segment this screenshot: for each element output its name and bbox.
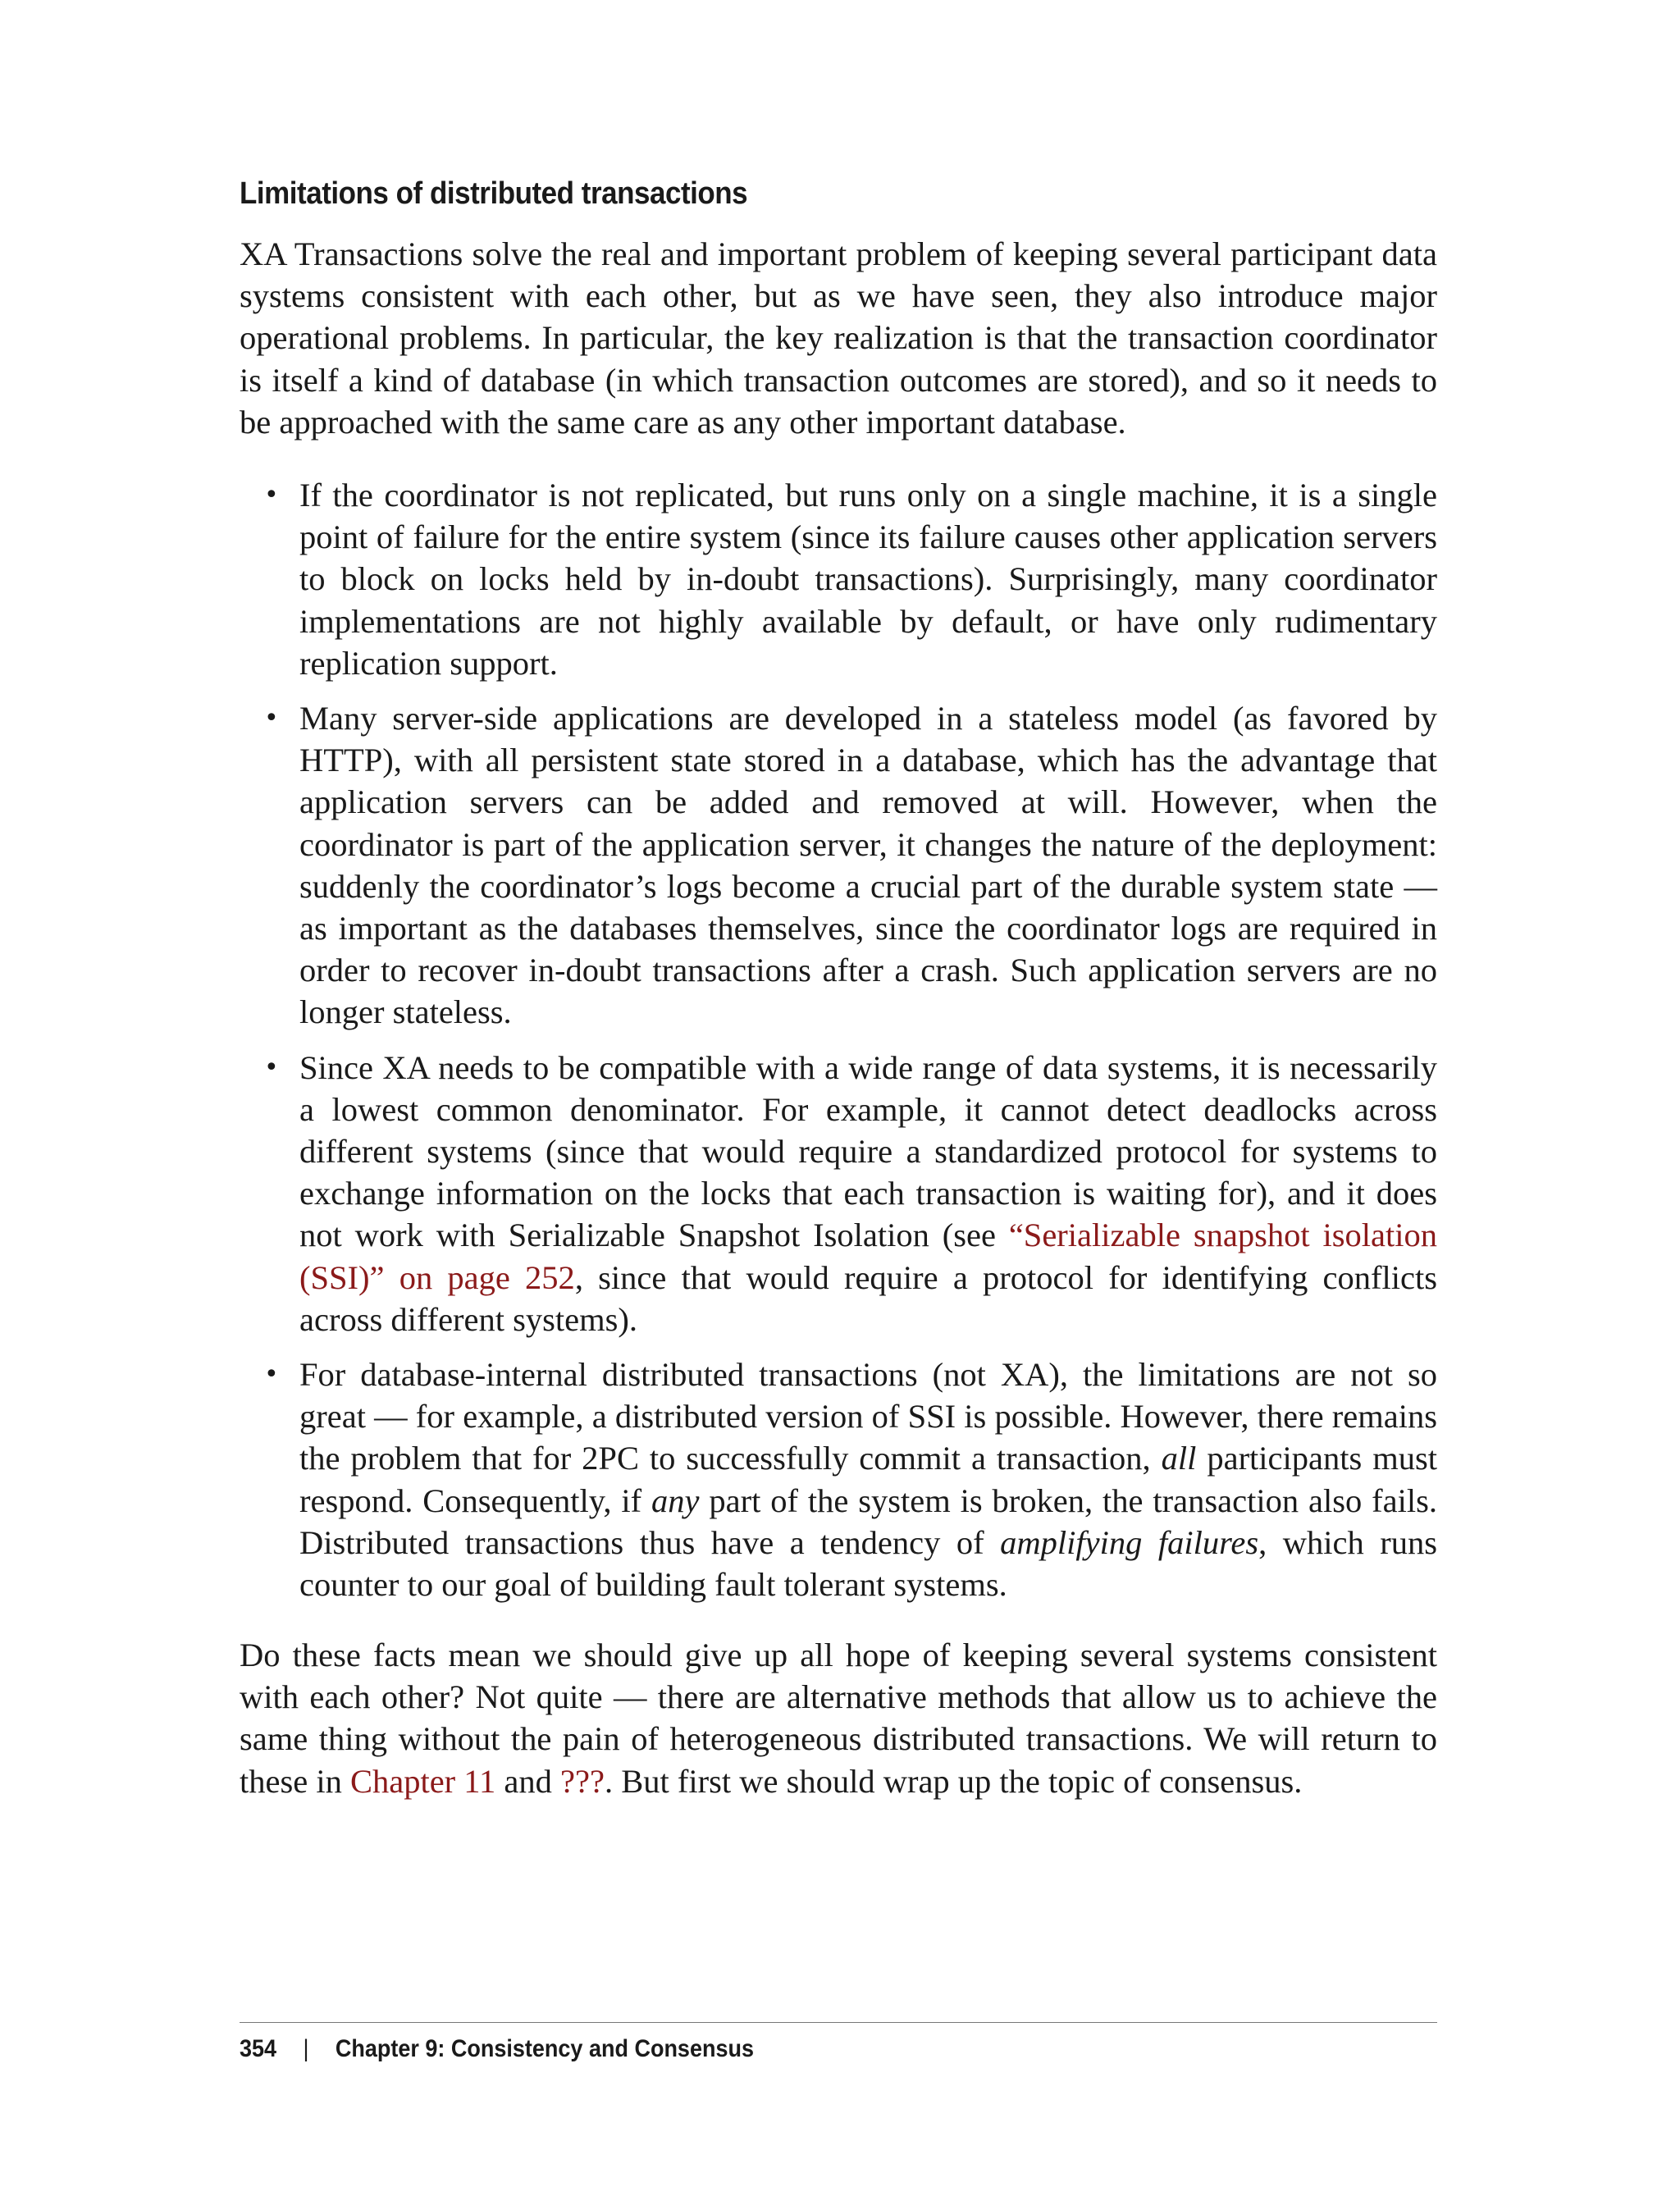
intro-paragraph: XA Transactions solve the real and important problem of keeping several participant data systems consistent with each other, but as we have seen, they also introduce major operational problems. In particular, the key realization is that the transaction coordinator is itself a kind of database (in which transaction outcomes are stored), and so it needs to be approached with the same care as any other important database. bbox=[240, 235, 1437, 441]
footer-separator: | bbox=[303, 2035, 309, 2062]
bullet-text: part of the system is broken, the transaction also fails. Distributed transactions thus have a tendency of bbox=[299, 1481, 1437, 1561]
closing-text: and bbox=[495, 1762, 561, 1800]
bullet-text: participants must respond. Consequently, if bbox=[299, 1440, 1437, 1519]
ssi-cross-reference-link[interactable]: “Serializable snapshot isolation (SSI)” on page 252 bbox=[299, 1217, 1437, 1296]
bullet-icon: • bbox=[264, 1052, 279, 1082]
bullet-text: If the coordinator is not replicated, but runs only on a single machine, it is a single point of failure for the entire system (since its failure causes other application servers to block on locks held by in-doubt transactions). Surprisingly, many coordinator implementations are not highly available by default, or have only rudimentary replication support. bbox=[299, 477, 1437, 682]
page-footer bbox=[240, 2031, 754, 2067]
list-item bbox=[240, 1354, 1437, 1605]
bullet-text: For database-internal distributed transactions (not XA), the limitations are not so great — for example, a distributed version of SSI is possible. However, there remains the problem that for 2PC to successfully commit a transaction, bbox=[299, 1356, 1437, 1477]
limitations-list bbox=[240, 474, 1437, 1618]
list-item bbox=[240, 474, 1437, 684]
section-heading: Limitations of distributed transactions bbox=[240, 176, 748, 211]
list-item bbox=[240, 697, 1437, 1034]
page-number: 354 bbox=[240, 2035, 277, 2062]
emphasis-any: any bbox=[651, 1481, 700, 1519]
bullet-text: Since XA needs to be compatible with a wide range of data systems, it is necessarily a lowest common denominator. For example, it cannot detect deadlocks across different systems (since that would require a standardized protocol for systems to exchange information on the locks that each transaction is waiting for), and it does not work with Serializable Snapshot Isolation (see bbox=[299, 1048, 1437, 1254]
footer-divider bbox=[240, 2022, 1437, 2023]
bullet-icon: • bbox=[264, 481, 279, 509]
bullet-text: , which runs counter to our goal of building fault tolerant systems. bbox=[299, 1523, 1437, 1604]
closing-text: . But first we should wrap up the topic of consensus. bbox=[604, 1762, 1303, 1800]
closing-text: Do these facts mean we should give up all hope of keeping several systems consistent with each other? Not quite — there are alternative methods that allow us to achieve the same thing without the pain of heterogeneous distributed transactions. We will return to these in bbox=[240, 1637, 1437, 1800]
unresolved-reference-link[interactable]: ??? bbox=[560, 1762, 605, 1800]
emphasis-amplifying-failures: amplifying failures bbox=[1000, 1523, 1259, 1561]
bullet-text: Many server-side applications are developed in a stateless model (as favored by HTTP), with all persistent state stored in a database, which has the advantage that application servers can be added and removed at will. However, when the coordinator is part of the application server, it changes the nature of the deployment: suddenly the coordinator’s logs become a crucial part of the durable system state — as important as the databases themselves, since the coordinator logs are required in order to recover in-doubt transactions after a crash. Such application servers are no longer stateless. bbox=[299, 700, 1437, 1031]
emphasis-all: all bbox=[1161, 1440, 1197, 1477]
chapter-11-link[interactable]: Chapter 11 bbox=[349, 1762, 496, 1800]
bullet-icon: • bbox=[264, 704, 279, 733]
list-item bbox=[240, 1047, 1437, 1340]
closing-paragraph bbox=[240, 1634, 1437, 1802]
bullet-text: , since that would require a protocol for identifying conflicts across different systems). bbox=[299, 1258, 1438, 1338]
chapter-title: Chapter 9: Consistency and Consensus bbox=[335, 2035, 754, 2062]
bullet-icon: • bbox=[264, 1360, 279, 1390]
